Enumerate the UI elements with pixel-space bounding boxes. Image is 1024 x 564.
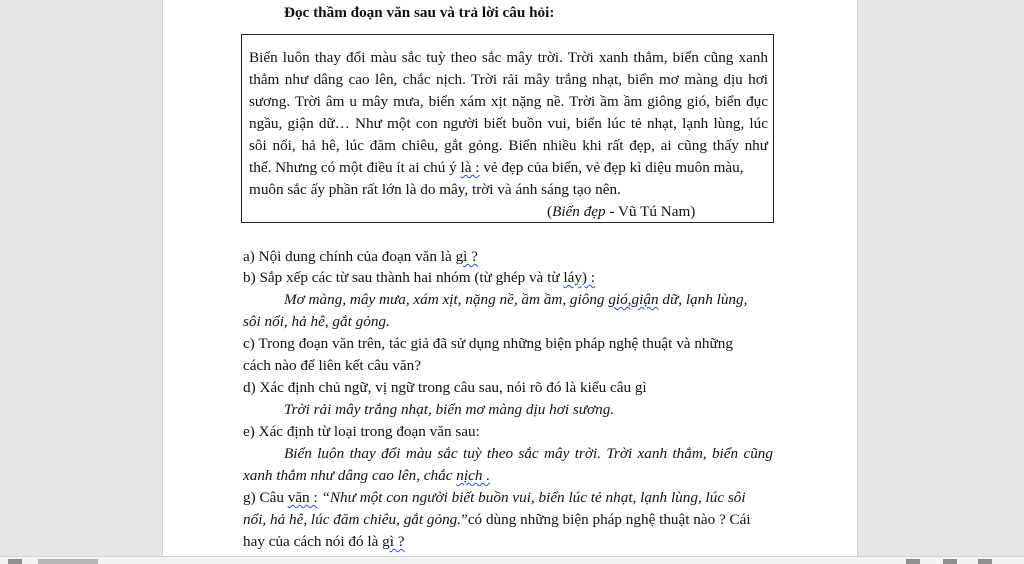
spell-check-mark[interactable]: láy) : <box>563 269 595 286</box>
question-b: b) Sắp xếp các từ sau thành hai nhóm (từ ghép và từ láy) : <box>243 269 595 286</box>
spell-check-mark[interactable]: gió,giận <box>608 291 659 308</box>
question-g: g) Câu văn : “Như một con người biết buồn vui, biển lúc tẻ nhạt, lạnh lùng, lúc sôi <box>243 489 746 506</box>
question-g: nổi, hả hê, lúc đăm chiêu, gắt gỏng.”có dùng những biện pháp nghệ thuật nào ? Cái <box>243 511 751 528</box>
heading: Đọc thầm đoạn văn sau và trả lời câu hỏi: <box>284 4 555 21</box>
passage-line: sương. Trời âm u mây mưa, biển xám xịt nặng nề. Trời ầm ầm giông gió, biển đục <box>249 93 768 110</box>
spell-check-mark[interactable]: gì ? <box>382 533 405 550</box>
question-a: a) Nội dung chính của đoạn văn là gì ? <box>243 248 478 265</box>
passage-line: thế. Nhưng có một điều ít ai chú ý là : vẻ đẹp của biển, vẻ đẹp kì diệu muôn màu, <box>249 159 744 176</box>
question-b-words: sôi nổi, hả hê, gắt gỏng. <box>243 313 390 330</box>
page-status-icon[interactable] <box>8 559 22 564</box>
spell-check-mark[interactable]: văn : <box>287 489 318 506</box>
passage-line: ngầu, giận dữ… Như một con người biết buồn vui, biển lúc tẻ nhạt, lạnh lùng, lúc <box>249 115 768 132</box>
print-layout-icon[interactable] <box>943 559 957 564</box>
question-e: e) Xác định từ loại trong đoạn văn sau: <box>243 423 480 440</box>
spell-check-mark[interactable]: nịch . <box>456 467 491 484</box>
question-d-sentence: Trời rải mây trắng nhạt, biển mơ màng dịu hơi sương. <box>284 401 615 418</box>
question-g: hay của cách nói đó là gì ? <box>243 533 405 550</box>
question-b-words: Mơ màng, mây mưa, xám xịt, nặng nề, ầm ầm, giông gió,giận dữ, lạnh lùng, <box>284 291 748 308</box>
question-e-sentence: Biển luôn thay đổi màu sắc tuỳ theo sắc mây trời. Trời xanh thẳm, biển cũng <box>284 445 773 462</box>
question-c: cách nào để liên kết câu văn? <box>243 357 421 374</box>
spell-check-mark[interactable]: gì ? <box>455 248 478 265</box>
passage-line: muôn sắc ấy phần rất lớn là do mây, trời và ánh sáng tạo nên. <box>249 181 621 198</box>
passage-line: Biển luôn thay đổi màu sắc tuỳ theo sắc mây trời. Trời xanh thẳm, biển cũng xanh <box>249 49 768 66</box>
passage-line: thẳm như dâng cao lên, chắc nịch. Trời rải mây trắng nhạt, biển mơ màng dịu hơi <box>249 71 768 88</box>
status-text <box>38 559 98 564</box>
question-c: c) Trong đoạn văn trên, tác giả đã sử dụng những biện pháp nghệ thuật và những <box>243 335 733 352</box>
source-title: Biển đẹp <box>552 203 606 220</box>
read-mode-icon[interactable] <box>906 559 920 564</box>
question-d: d) Xác định chủ ngữ, vị ngữ trong câu sau, nói rõ đó là kiểu câu gì <box>243 379 647 396</box>
passage-source: (Biển đẹp - Vũ Tú Nam) <box>547 203 696 220</box>
question-e-sentence: xanh thẳm như dâng cao lên, chắc nịch . <box>243 467 491 484</box>
spell-check-mark[interactable]: là : <box>460 159 480 176</box>
web-layout-icon[interactable] <box>978 559 992 564</box>
passage-line: sôi nổi, hả hê, lúc đăm chiêu, gắt gỏng. Biển nhiều khi rất đẹp, ai cũng thấy như <box>249 137 768 154</box>
